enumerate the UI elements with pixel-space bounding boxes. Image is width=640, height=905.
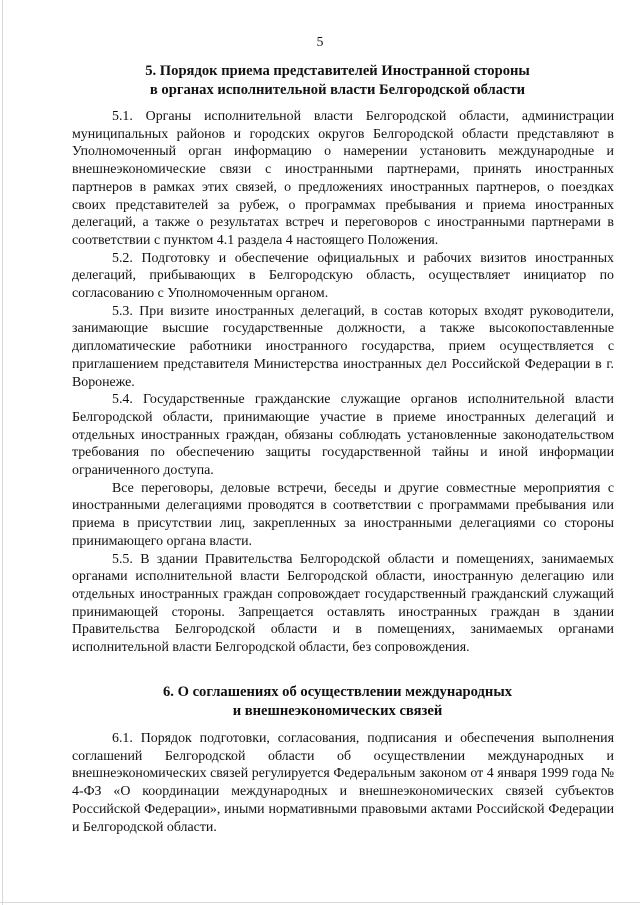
section-6-heading (60, 683, 615, 721)
paragraph-5-5: 5.5. В здании Правительства Белгородской области и помещениях, занимаемых органами исполнительной власти Белгородской области, иностранную делегацию или отдельных иностранных граждан сопровождает государственный гражданский служащий принимающей стороны. Запрещается оставлять иностранных граждан в здании Правительства Белгородской области и в помещениях, занимаемых органами исполнительной власти Белгородской области, без сопровождения. (72, 551, 614, 656)
section-6-title-line-2: и внешнеэкономических связей (232, 703, 443, 719)
section-5-body (72, 108, 614, 657)
section-5-title-line-2: в органах исполнительной власти Белгородской области (149, 82, 526, 98)
paragraph-5-3: 5.3. При визите иностранных делегаций, в состав которых входят руководители, занимающие высшие государственные должности, а также высокопоставленные дипломатические работники иностранного государства, прием осуществляется с приглашением представителя Министерства иностранных дел Российской Федерации в г. Воронеже. (72, 303, 614, 390)
scan-edge-left (2, 0, 3, 905)
scan-edge-bottom (0, 902, 640, 903)
page-number: 5 (316, 34, 324, 49)
section-6-body (72, 730, 614, 836)
section-5-heading (60, 62, 615, 100)
paragraph-6-1: 6.1. Порядок подготовки, согласования, подписания и обеспечения выполнения соглашений Белгородской области об осуществлении международных и внешнеэкономических связей регулируется Федеральным законом от 4 января 1999 года № 4-ФЗ «О координации международных и внешнеэкономических связей субъектов Российской Федерации», иными нормативными правовыми актами Российской Федерации и Белгородской области. (72, 731, 614, 835)
paragraph-5-4-continued: Все переговоры, деловые встречи, беседы и другие совместные мероприятия с иностранными делегациями проводятся в соответствии с программами пребывания или приема в присутствии лиц, закрепленных за иностранными делегациями со стороны принимающего органа власти. (72, 480, 614, 549)
section-6-title-line-1: 6. О соглашениях об осуществлении международных (162, 684, 513, 700)
paragraph-5-4: 5.4. Государственные гражданские служащие органов исполнительной власти Белгородской области, принимающие участие в приеме иностранных делегаций и отдельных иностранных граждан, обязаны соблюдать установленные законодательством требования по обеспечению защиты государственной тайны и иной информации ограниченного доступа. (72, 392, 614, 479)
section-5-title-line-1: 5. Порядок приема представителей Иностранной стороны (145, 63, 530, 79)
paragraph-5-2: 5.2. Подготовку и обеспечение официальных и рабочих визитов иностранных делегаций, прибывающих в Белгородскую область, осуществляет инициатор по согласованию с Уполномоченным органом. (72, 250, 614, 302)
paragraph-5-1: 5.1. Органы исполнительной власти Белгородской области, администрации муниципальных районов и городских округов Белгородской области представляют в Уполномоченный орган информацию о намерении установить международные и внешнеэкономические связи с иностранными партнерами, принять иностранных партнеров в рамках этих связей, о предложениях иностранных партнеров, о поездках своих представителей за рубеж, о программах пребывания и приема иностранных делегаций, а также о результатах встреч и переговоров с иностранными партнерами в соответствии с пунктом 4.1 раздела 4 настоящего Положения. (72, 109, 614, 248)
